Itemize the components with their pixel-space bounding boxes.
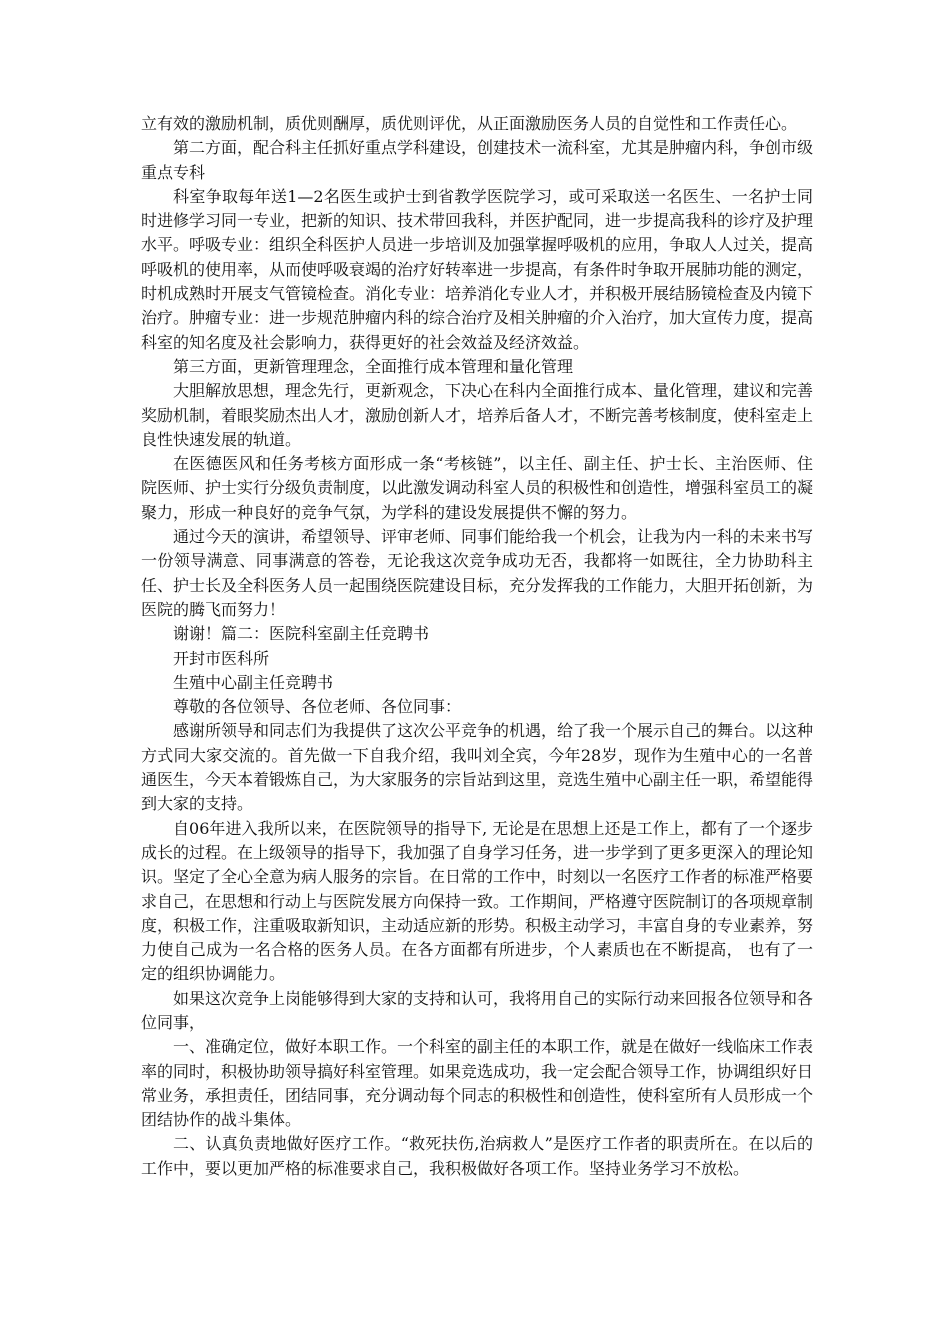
paragraph-closing: 通过今天的演讲，希望领导、评审老师、同事们能给我一个机会，让我为内一科的未来书写一份领导满意、同事满意的答卷，无论我这次竞争成功无否，我都将一如既往，全力协助科主任、护士长及全科医务人员一起围绕医院建设目标，充分发挥我的工作能力，大胆开拓创新，为医院的腾飞而努力！ — [141, 527, 814, 619]
paragraph-self-introduction: 感谢所领导和同志们为我提供了这次公平竞争的机遇，给了我一个展示自己的舞台。以这种方式同大家交流的。首先做一下自我介绍，我叫刘全宾，今年28岁，现作为生殖中心的一名普通医生，今天本着锻炼自己，为大家服务的宗旨站到这里，竞选生殖中心副主任一职，希望能得到大家的支持。 — [141, 721, 814, 814]
paragraph-assessment-chain: 在医德医风和任务考核方面形成一条“考核链”，以主任、副主任、护士长、主治医师、住院医师、护士实行分级负责制度，以此激发调动科室人员的积极性和创造性，增强科室员工的凝聚力，形成一种良好的竞争气氛，为学科的建设发展提供不懈的努力。 — [141, 454, 814, 522]
paragraph-work-experience: 自06年进入我所以来，在医院领导的指导下, 无论是在思想上还是工作上，都有了一个逐步成长的过程。在上级领导的指导下，我加强了自身学习任务，进一步学到了更多更深入的理论知识。坚定了全心全意为病人服务的宗旨。在日常的工作中，时刻以一名医疗工作者的标准严格要求自己，在思想和行动上与医院发展方向保持一致。工作期间，严格遵守医院制订的各项规章制度，积极工作，注重吸取新知识，主动适应新的形势。积极主动学习，丰富自身的专业素养，努力使自己成为一名合格的医务人员。在各方面都有所进步，个人素质也在不断提高， 也有了一定的组织协调能力。 — [141, 818, 814, 984]
paragraph-part-two-title: 谢谢！篇二：医院科室副主任竞聘书 — [173, 624, 430, 644]
paragraph-management-reform: 大胆解放思想，理念先行，更新观念，下决心在科内全面推行成本、量化管理，建议和完善奖励机制，着眼奖励杰出人才，激励创新人才，培养后备人才，不断完善考核制度，使科室走上良性快速发展的轨道。 — [141, 381, 814, 449]
paragraph-aspect-two-heading: 第二方面，配合科主任抓好重点学科建设，创建技术一流科室，尤其是肿瘤内科，争创市级重点专科 — [141, 138, 814, 182]
paragraph-document-title: 生殖中心副主任竞聘书 — [173, 672, 334, 692]
paragraph-continuation: 立有效的激励机制，质优则酬厚，质优则评优，从正面激励医务人员的自觉性和工作责任心。 — [141, 114, 798, 133]
paragraph-aspect-three-heading: 第三方面，更新管理理念，全面推行成本管理和量化管理 — [173, 356, 574, 376]
paragraph-commitment: 如果这次竞争上岗能够得到大家的支持和认可，我将用自己的实际行动来回报各位领导和各位同事， — [141, 988, 814, 1032]
paragraph-point-two: 二、认真负责地做好医疗工作。“救死扶伤,治病救人”是医疗工作者的职责所在。在以后的工作中，要以更加严格的标准要求自己，我积极做好各项工作。坚持业务学习不放松。 — [141, 1134, 813, 1178]
paragraph-salutation: 尊敬的各位领导、各位老师、各位同事： — [173, 697, 462, 717]
document-page — [141, 112, 813, 1181]
paragraph-institution: 开封市医科所 — [173, 648, 270, 668]
paragraph-specialty-plan: 科室争取每年送1—2名医生或护士到省教学医院学习，或可采取送一名医生、一名护士同时进修学习同一专业，把新的知识、技术带回我科，并医护配同，进一步提高我科的诊疗及护理水平。呼吸专业：组织全科医护人员进一步培训及加强掌握呼吸机的应用，争取人人过关，提高呼吸机的使用率，从而使呼吸衰竭的治疗好转率进一步提高，有条件时争取开展肺功能的测定，时机成熟时开展支气管镜检查。消化专业：培养消化专业人才，并积极开展结肠镜检查及内镜下治疗。肿瘤专业：进一步规范肿瘤内科的综合治疗及相关肿瘤的介入治疗，加大宣传力度，提高科室的知名度及社会影响力，获得更好的社会效益及经济效益。 — [141, 186, 814, 352]
paragraph-point-one: 一、准确定位，做好本职工作。一个科室的副主任的本职工作，就是在做好一线临床工作表率的同时，积极协助领导搞好科室管理。如果竞选成功，我一定会配合领导工作，协调组织好日常业务，承担责任，团结同事，充分调动每个同志的积极性和创造性，使科室所有人员形成一个团结协作的战斗集体。 — [141, 1037, 814, 1130]
